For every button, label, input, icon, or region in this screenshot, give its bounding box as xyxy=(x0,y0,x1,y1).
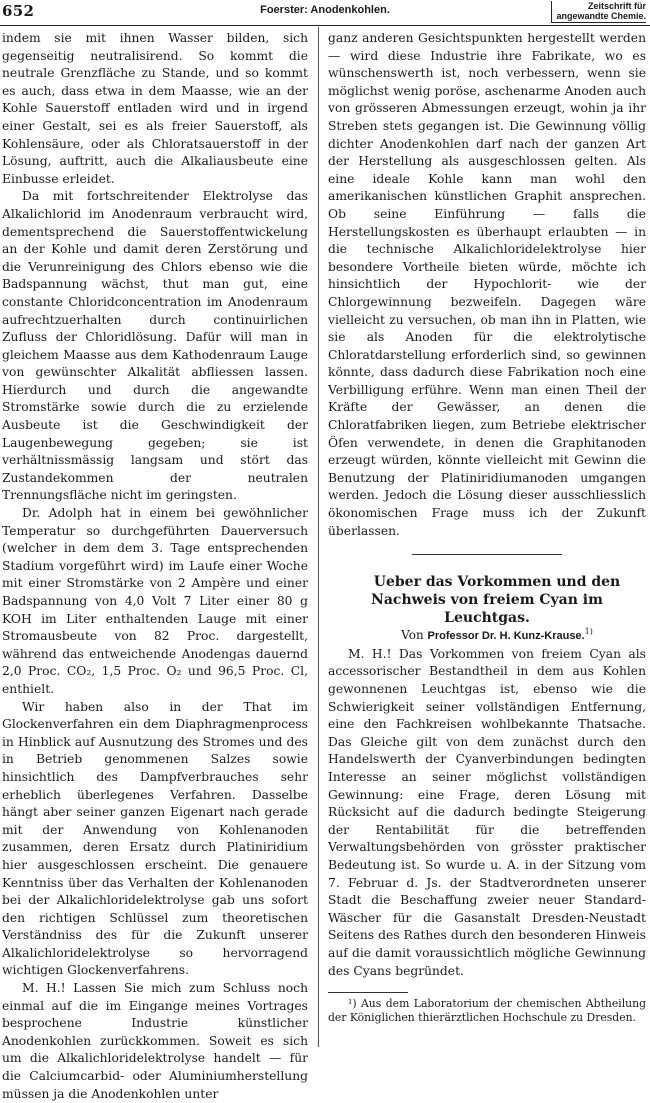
paragraph: indem sie mit ihnen Wasser bilden, sich gegenseitig neutralisirend. So kommt die neutrale Grenzfläche zu Stande, und so kommt es auch, dass etwa in dem Maasse, wie an der Kohle Sauerstoff entladen wird und in irgend einer Gestalt, sei es als freier Sauerstoff, als Kohlensäure, oder als Chloratsauerstoff in der Lösung, auftritt, auch die Alkaliausbeute eine Einbusse erleidet. xyxy=(2,31,308,186)
journal-name-line-2: angewandte Chemie. xyxy=(556,11,646,21)
paragraph: M. H.! Lassen Sie mich zum Schluss noch einmal auf die im Eingange meines Vortrages besprochene Industrie künstlicher Anodenkohlen zurückkommen. Soweit es sich um die Alkalichloridelektrolyse handelt — für die Calciumcarbid- oder Aluminiumherstellung müssen ja die Anodenkohlen unter xyxy=(2,981,308,1101)
paragraph: Dr. Adolph hat in einem bei gewöhnlicher Temperatur so durchgeführten Dauerversuch (welcher in dem dem 3. Tage entsprechenden Stadium vorgeführt wird) im Laufe einer Woche mit einer Stromstärke von 2 Ampère und einer Badspannung von 4,0 Volt 7 Liter einer 80 g KOH im Liter enthaltenden Lauge mit einer Stromausbeute von 82 Proc. dargestellt, während das entweichende Anodengas dauernd 2,0 Proc. CO₂, 1,5 Proc. O₂ und 96,5 Proc. Cl, enthielt. xyxy=(2,506,308,696)
byline-prefix: Von xyxy=(401,628,424,643)
footnote: ¹) Aus dem Laboratorium der chemischen Abtheilung der Königlichen thierärztlichen Hochschule zu Dresden. xyxy=(328,997,646,1025)
running-head: Foerster: Anodenkohlen. xyxy=(260,4,390,16)
article-byline xyxy=(328,627,646,646)
page-header xyxy=(0,0,650,24)
footnote-rule xyxy=(328,992,408,993)
paragraph: M. H.! Das Vorkommen von freiem Cyan als accessorischer Bestandtheil in dem aus Kohlen gewonnenen Leuchtgas ist, ebenso wie die Schwierigkeit seiner vollständigen Entfernung, eine den Fachkreisen wohlbekannte Thatsache. Das Gleiche gilt von dem zunächst durch den Handelswerth der Cyanverbindungen bedingten Interesse an seiner möglichst vollständigen Gewinnung: eine Frage, deren Lösung mit Rücksicht auf die dadurch bedingte Steigerung der Rentabilität für die betreffenden Verwaltungsbehörden von grösster praktischer Bedeutung ist. So wurde u. A. in der Sitzung vom 7. Februar d. Js. der Stadtverordneten unserer Stadt die Beschaffung zweier neuer Standard-Wäscher für die Gasanstalt Dresden-Neustadt Seitens des Rathes durch den besonderen Hinweis auf die damit voraussichtlich mögliche Gewinnung des Cyans begründet. xyxy=(328,646,646,978)
paragraph: Wir haben also in der That im Glockenverfahren ein dem Diaphragmenprocess in Hinblick auf Ausnutzung des Stromes und des in Betrieb genommenen Salzes sowie hinsichtlich des Dampfverbrauches sehr erheblich überlegenes Verfahren. Dasselbe hängt aber seiner ganzen Eigenart nach gerade mit der Anwendung von Kohlenanoden zusammen, deren Ersatz durch Platiniridium hier ausgeschlossen erscheint. Die genauere Kenntniss über das Verhalten der Kohlenanoden bei der Alkalichloridelektrolyse gab uns sofort den richtigen Schlüssel zum theoretischen Verständniss des für die Zukunft unserer Alkalichloridelektrolyse so hervorragend wichtigen Glockenverfahrens. xyxy=(2,699,308,978)
paragraph: Da mit fortschreitender Elektrolyse das Alkalichlorid im Anodenraum verbraucht wird, dementsprechend die Sauerstoffentwickelung an der Kohle und damit deren Zerstörung und die Verunreinigung des Chlors ebenso wie die Badspannung wächst, thut man gut, eine constante Chloridconcentration im Anodenraum aufrechtzuerhalten durch continuirlichen Zufluss der Chloridlösung. Dafür will man in gleichem Maasse aus dem Kathodenraum Lauge von gewünschter Alkalität abfliessen lassen. Hierdurch und durch die angewandte Stromstärke sowie durch die zu erzielende Ausbeute ist die Geschwindigkeit der Laugenbewegung gegeben; sie ist verhältnissmässig langsam und stört das Zustandekommen der neutralen Trennungsfläche nicht im geringsten. xyxy=(2,189,308,503)
paragraph: ganz anderen Gesichtspunkten hergestellt werden — wird diese Industrie ihre Fabrikate, wo es wünschenswerth ist, noch verbessern, wenn sie möglichst wenig poröse, aschenarme Anoden auch von grösseren Abmessungen erzeugt, wohin ja ihr Streben stets gegangen ist. Die Gewinnung völlig dichter Anodenkohlen darf nach der ganzen Art der Herstellung als ausgeschlossen gelten. Als eine ideale Kohle kann man wohl den amerikanischen künstlichen Graphit ansprechen. Ob seine Einführung — falls die Herstellungskosten es überhaupt erlaubten — in die technische Alkalichloridelektrolyse hier besondere Vortheile bieten würde, möchte ich hinsichtlich der Hypochlorit- wie der Chlorgewinnung bezweifeln. Dagegen wäre vielleicht zu versuchen, ob man ihn in Platten, wie sie als Anoden für die elektrolytische Chloratdarstellung erforderlich sind, so gewinnen könnte, dass dadurch diese Fabrikation noch eine Verbilligung erführe. Wenn man einen Theil der Kräfte der Gewässer, an denen die Chloratfabriken liegen, zum Betriebe elektrischer Öfen verwendete, in denen die Graphitanoden erzeugt würden, könnte vielleicht mit Gewinn die Benutzung der Platiniridiumanoden umgangen werden. Jedoch die Lösung dieser ausschliesslich ökonomischen Frage muss ich der Zukunft überlassen. xyxy=(328,31,646,538)
column-divider xyxy=(318,27,319,1047)
right-column xyxy=(328,30,646,1025)
journal-name xyxy=(551,1,646,23)
footnote-marker: 1) xyxy=(584,627,593,637)
left-column xyxy=(2,30,308,1103)
page-number: 652 xyxy=(2,2,35,20)
journal-name-line-1: Zeitschrift für xyxy=(587,1,646,11)
header-rule xyxy=(0,25,650,26)
article-title: Ueber das Vorkommen und den Nachweis von freiem Cyan im Leuchtgas. xyxy=(371,574,621,627)
author-name: Professor Dr. H. Kunz-Krause. xyxy=(427,630,585,643)
section-separator xyxy=(412,554,562,555)
